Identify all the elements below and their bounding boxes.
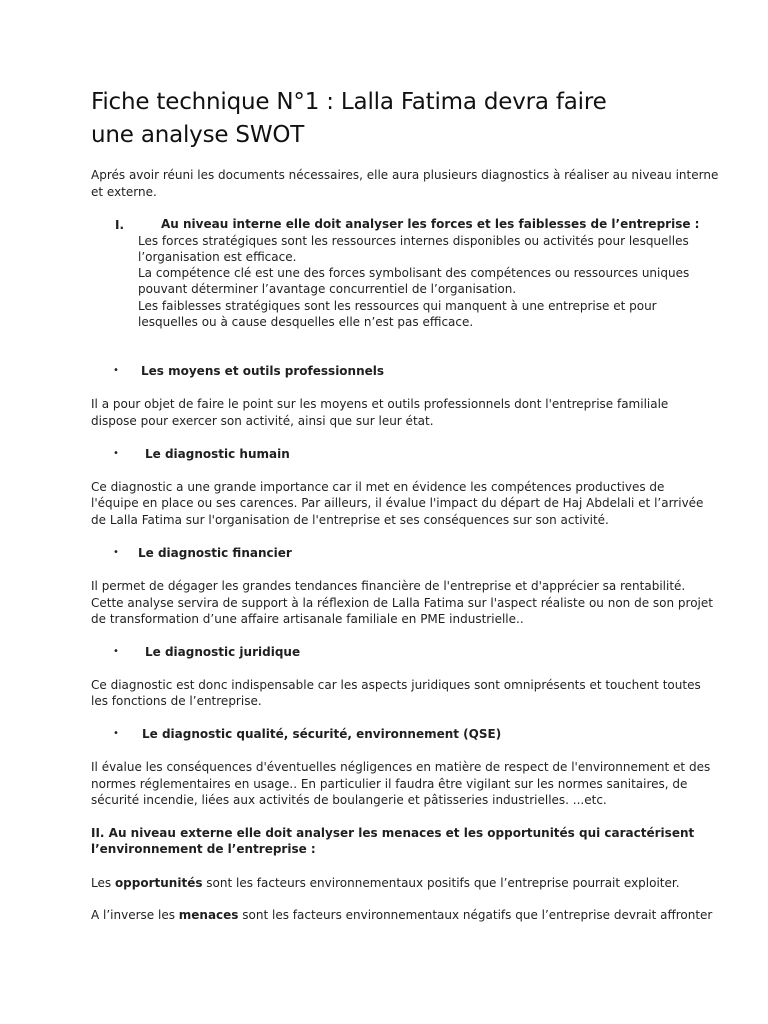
opportunities-term: opportunités: [114, 876, 203, 890]
opportunities-prefix: Les: [91, 876, 115, 890]
threats-sentence: [91, 907, 713, 924]
page-title: [91, 86, 691, 152]
threats-prefix: A l’inverse les: [91, 908, 179, 922]
intro-line-1: Aprés avoir réuni les documents nécessaires, elle aura plusieurs diagnostics à réaliser au niveau interne: [91, 168, 719, 182]
diagnostic-4-line-2: les fonctions de l’entreprise.: [91, 694, 262, 708]
diagnostic-2-line-3: de Lalla Fatima sur l'organisation de l'entreprise et ses conséquences sur son activité.: [91, 513, 609, 527]
title-line-1: Fiche technique N°1 : Lalla Fatima devra faire: [91, 89, 607, 115]
threats-term: menaces: [178, 908, 239, 922]
diagnostic-5-heading: Le diagnostic qualité, sécurité, environnement (QSE): [142, 727, 502, 741]
section-2-heading-line-2: l’environnement de l’entreprise :: [91, 842, 316, 856]
bullet-icon: •: [113, 728, 119, 739]
diagnostic-5-line-2: normes réglementaires en usage.. En particulier il faudra être vigilant sur les normes sanitaires, de: [91, 777, 688, 791]
section-1-line-4: pouvant déterminer l’avantage concurrentiel de l’organisation.: [138, 282, 517, 296]
bullet-icon: •: [113, 547, 119, 558]
section-1-numeral: I.: [115, 218, 125, 232]
opportunities-sentence: [91, 875, 705, 892]
diagnostic-1-line-2: dispose pour exercer son activité, ainsi que sur leur état.: [91, 414, 434, 428]
section-1-line-6: lesquelles ou à cause desquelles elle n’est pas efficace.: [138, 315, 474, 329]
diagnostic-4-heading: Le diagnostic juridique: [145, 645, 301, 659]
bullet-icon: •: [113, 646, 119, 657]
section-1-line-1: Les forces stratégiques sont les ressources internes disponibles ou activités pour lesquelles: [138, 234, 689, 248]
section-1-line-3: La compétence clé est une des forces symbolisant des compétences ou ressources uniques: [138, 266, 690, 280]
diagnostic-1-heading: Les moyens et outils professionnels: [141, 364, 385, 378]
diagnostic-1-line-1: Il a pour objet de faire le point sur les moyens et outils professionnels dont l'entreprise familiale: [91, 397, 669, 411]
bullet-icon: •: [113, 365, 119, 376]
diagnostic-2-line-1: Ce diagnostic a une grande importance car il met en évidence les compétences productives de: [91, 480, 665, 494]
opportunities-suffix: sont les facteurs environnementaux positifs que l’entreprise pourrait exploiter.: [202, 876, 680, 890]
section-1-line-5: Les faiblesses stratégiques sont les ressources qui manquent à une entreprise et pour: [138, 299, 657, 313]
diagnostic-5-line-1: Il évalue les conséquences d'éventuelles négligences en matière de respect de l'environnement et des: [91, 760, 711, 774]
diagnostic-3-line-2: Cette analyse servira de support à la réflexion de Lalla Fatima sur l'aspect réaliste ou non de son projet: [91, 596, 713, 610]
title-line-2: une analyse SWOT: [91, 122, 305, 148]
diagnostic-4-line-1: Ce diagnostic est donc indispensable car les aspects juridiques sont omniprésents et touchent toutes: [91, 678, 701, 692]
intro-line-2: et externe.: [91, 185, 157, 199]
threats-suffix: sont les facteurs environnementaux négatifs que l’entreprise devrait affronter: [238, 908, 713, 922]
diagnostic-3-line-1: Il permet de dégager les grandes tendances financière de l'entreprise et d'apprécier sa rentabilité.: [91, 579, 686, 593]
diagnostic-3-line-3: de transformation d’une affaire artisanale familiale en PME industrielle..: [91, 612, 524, 626]
section-1-line-2: l’organisation est efficace.: [138, 250, 297, 264]
section-2-heading-line-1: II. Au niveau externe elle doit analyser les menaces et les opportunités qui caractérisent: [91, 826, 695, 840]
bullet-icon: •: [113, 448, 119, 459]
diagnostic-2-heading: Le diagnostic humain: [145, 447, 290, 461]
diagnostic-5-line-3: sécurité incendie, liées aux activités de boulangerie et pâtisseries industrielles. ...etc.: [91, 793, 607, 807]
section-1-heading: Au niveau interne elle doit analyser les forces et les faiblesses de l’entreprise :: [161, 217, 700, 231]
diagnostic-2-line-2: l'équipe en place ou ses carences. Par ailleurs, il évalue l'impact du départ de Haj Abdelali et l’arrivée: [91, 496, 704, 510]
diagnostic-3-heading: Le diagnostic financier: [138, 546, 292, 560]
